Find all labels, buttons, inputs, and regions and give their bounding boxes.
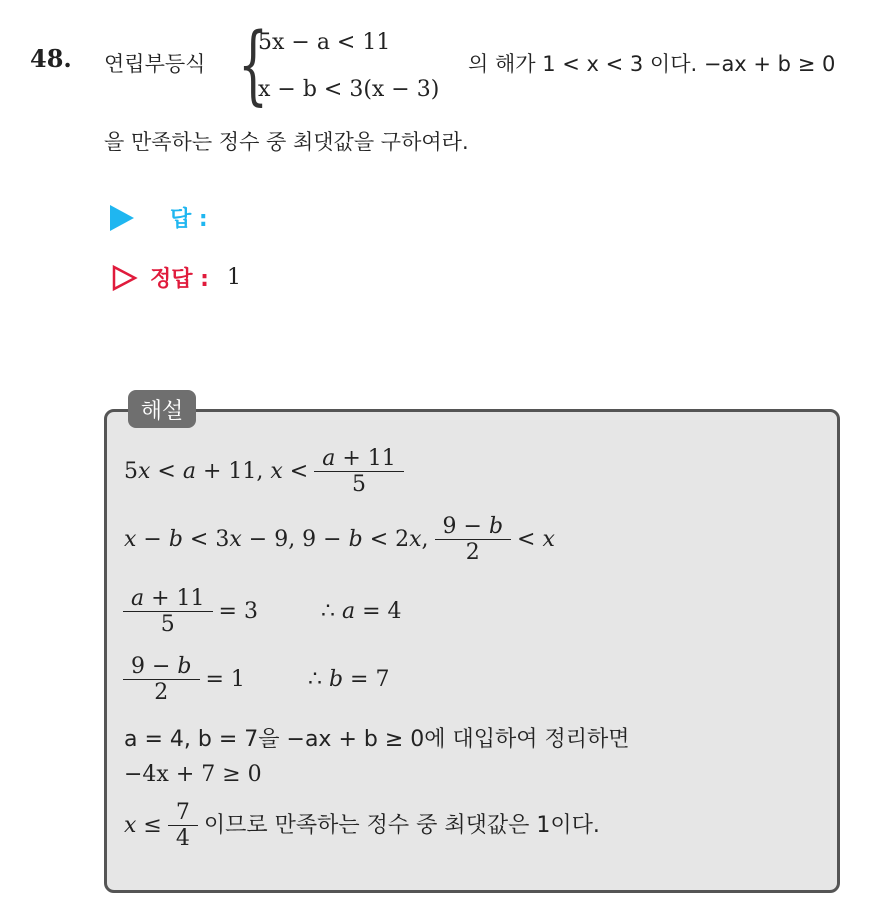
solution-line-3: $\frac{a + 11}{5}$ = 3 ∴ a = 4 (124, 586, 402, 638)
fraction: $\frac{a + 11}{5}$ (318, 446, 400, 498)
correct-answer-row (110, 262, 241, 293)
problem-question-text: 을 만족하는 정수 중 최댓값을 구하여라. (104, 130, 469, 154)
outline-arrow-icon (110, 264, 138, 292)
fraction: $\frac{a + 11}{5}$ (127, 586, 209, 638)
solution-line-1: 5x < a + 11, x < $\frac{a + 11}{5}$ (124, 446, 403, 498)
system-brace: { (238, 15, 269, 115)
solution-line-6: −4x + 7 ≥ 0 (124, 762, 262, 787)
answer-row (110, 202, 208, 233)
solution-line-2: x − b < 3x − 9, 9 − b < 2x, $\frac{9 - b}{2}$ < x (124, 514, 555, 566)
fraction: $\frac{7}{4}$ (172, 800, 194, 852)
play-arrow-icon (110, 205, 134, 231)
system-inequality-1: 5x − a < 11 (258, 30, 391, 55)
solution-line-5: a = 4, b = 7을 −ax + b ≥ 0에 대입하여 정리하면 (124, 727, 630, 752)
correct-answer-value: 1 (226, 265, 241, 290)
solution-line-4: $\frac{9 - b}{2}$ = 1 ∴ b = 7 (124, 654, 389, 706)
problem-condition-text: 의 해가 1 < x < 3 이다. −ax + b ≥ 0 (468, 52, 836, 76)
fraction: $\frac{9 - b}{2}$ (127, 654, 196, 706)
system-inequality-2: x − b < 3(x − 3) (258, 77, 440, 102)
solution-tab: 해설 (128, 390, 196, 428)
correct-answer-label: 정답 : (150, 267, 209, 292)
fraction: $\frac{9 - b}{2}$ (439, 514, 508, 566)
problem-lead-text: 연립부등식 (104, 52, 206, 76)
answer-label: 답 : (170, 207, 208, 232)
solution-line-7: x ≤ $\frac{7}{4}$ 이므로 만족하는 정수 중 최댓값은 1이다. (124, 800, 600, 852)
problem-number: 48. (30, 44, 72, 73)
